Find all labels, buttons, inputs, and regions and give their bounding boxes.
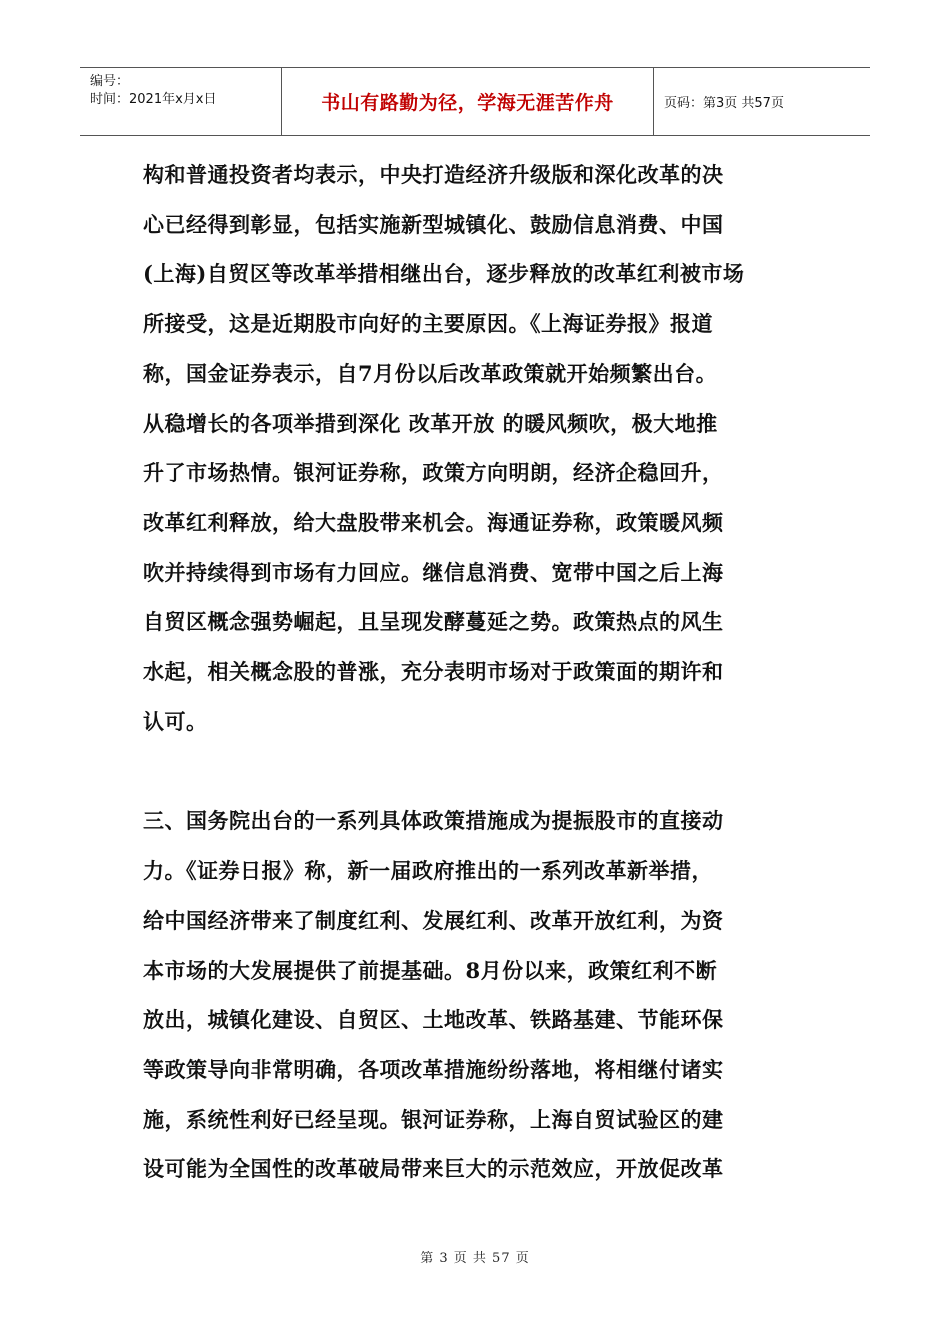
text-line: 放出，城镇化建设、自贸区、土地改革、铁路基建、节能环保	[143, 1007, 724, 1033]
text-line: 本市场的大发展提供了前提基础。8月份以来，政策红利不断	[143, 957, 718, 983]
header-page-info	[664, 68, 870, 135]
text-line: 称，国金证券表示，自7月份以后改革政策就开始频繁出台。	[143, 360, 718, 386]
document-number-label: 编号：	[90, 74, 130, 89]
text-line: (上海)自贸区等改革举措相继出台，逐步释放的改革红利被市场	[143, 261, 745, 287]
text-line: 给中国经济带来了制度红利、发展红利、改革开放红利，为资	[143, 907, 724, 933]
text-line: 认可。	[143, 708, 208, 734]
text-line: 改革红利释放，给大盘股带来机会。海通证券称，政策暖风频	[143, 509, 724, 535]
paragraph-1	[143, 150, 808, 746]
paragraph-2	[143, 796, 808, 1194]
text-line: 自贸区概念强势崛起，且呈现发酵蔓延之势。政策热点的风生	[143, 609, 724, 635]
text-line: 等政策导向非常明确，各项改革措施纷纷落地，将相继付诸实	[143, 1056, 724, 1082]
document-body	[143, 150, 808, 1194]
text-line: 吹并持续得到市场有力回应。继信息消费、宽带中国之后上海	[143, 559, 724, 585]
header-meta	[80, 68, 282, 135]
text-line: 所接受，这是近期股市向好的主要原因。《上海证券报》报道	[143, 311, 713, 337]
text-line: 力。《证券日报》称，新一届政府推出的一系列改革新举措，	[143, 858, 713, 884]
text-line: 从稳增长的各项举措到深化 改革开放 的暖风频吹，极大地推	[143, 410, 718, 436]
header-motto: 书山有路勤为径，学海无涯苦作舟	[282, 68, 654, 135]
page-footer	[0, 1247, 950, 1266]
text-line: 心已经得到彰显，包括实施新型城镇化、鼓励信息消费、中国	[143, 211, 724, 237]
page-header	[80, 67, 870, 136]
text-line: 升了市场热情。银河证券称，政策方向明朗，经济企稳回升，	[143, 460, 724, 486]
paragraph-gap	[143, 746, 808, 796]
document-time-label: 时间：2021年x月x日	[90, 92, 217, 107]
text-line: 设可能为全国性的改革破局带来巨大的示范效应，开放促改革	[143, 1156, 724, 1182]
text-line: 施，系统性利好已经呈现。银河证券称，上海自贸试验区的建	[143, 1106, 724, 1132]
text-line: 水起，相关概念股的普涨，充分表明市场对于政策面的期许和	[143, 659, 724, 685]
text-line: 三、国务院出台的一系列具体政策措施成为提振股市的直接动	[143, 808, 724, 834]
header-page-info-text: 页码：第3页 共57页	[664, 96, 784, 111]
text-line: 构和普通投资者均表示，中央打造经济升级版和深化改革的决	[143, 162, 724, 187]
footer-page-number: 第 3 页 共 57 页	[420, 1251, 530, 1266]
